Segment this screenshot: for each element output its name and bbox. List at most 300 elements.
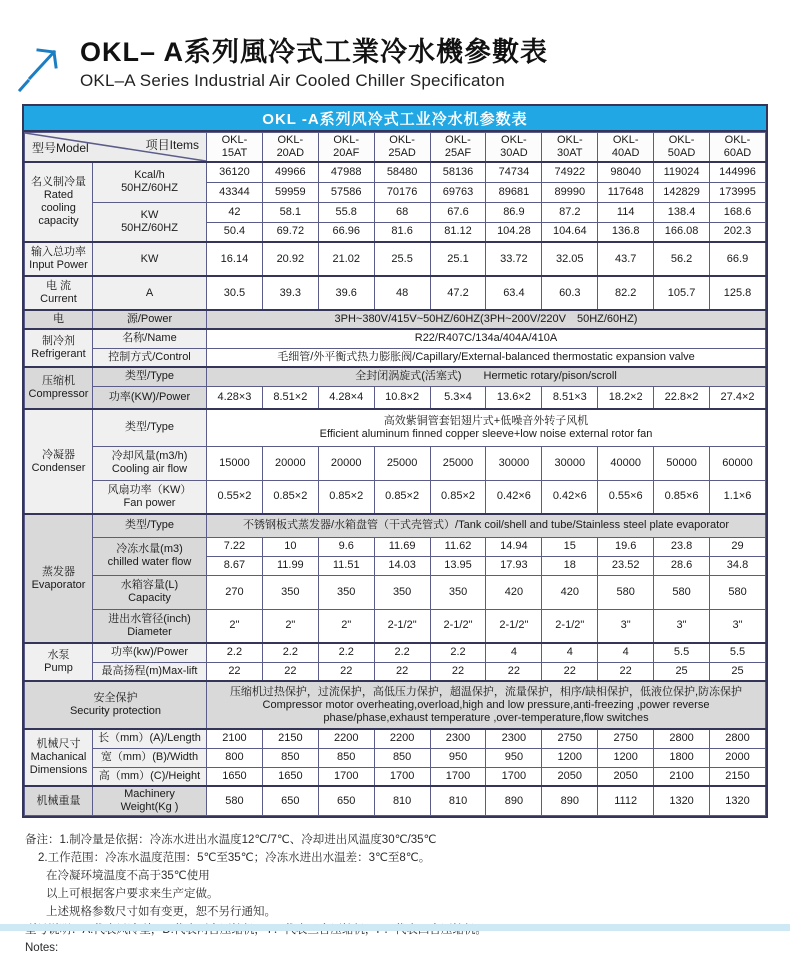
value-cell: 2200 (374, 729, 430, 748)
span-value-cell (207, 348, 766, 367)
note-line: 2.工作范围：冷冻水温度范围：5℃至35℃；冷冻水进出水温差：3℃至8℃。 (38, 852, 431, 864)
value-cell: 18.2×2 (598, 386, 654, 409)
span-value-cell (207, 310, 766, 329)
cell-text-line: 50HZ/60HZ (121, 221, 178, 234)
value-cell: 22 (318, 662, 374, 681)
page-title: OKL– A系列風冷式工業冷水機參數表 (80, 37, 549, 67)
cell-text-line: Condenser (31, 461, 86, 474)
value-cell: 3" (598, 609, 654, 643)
value-cell: 58480 (374, 162, 430, 182)
cell-text-line: Evaporator (31, 578, 86, 591)
note-line: Notes: (25, 942, 59, 954)
value-cell: 142829 (654, 182, 710, 202)
value-cell: 5.3×4 (430, 386, 486, 409)
value-cell: 28.6 (654, 556, 710, 575)
value-cell: 580 (654, 575, 710, 609)
cell-text-line: Machinery (124, 788, 175, 800)
value-cell: 18 (542, 556, 598, 575)
value-cell: 119024 (654, 162, 710, 182)
cell-text-line: 高效紫铜管套铝翅片式+低噪音外转子风机 (383, 414, 589, 427)
value-cell: 4 (486, 643, 542, 662)
note-line: 以上可根据客户要求来生产定做。 (46, 888, 219, 900)
value-cell: 23.8 (654, 537, 710, 556)
cell-text-line: 冷凝器 (42, 448, 75, 461)
cell-text-line: chilled water flow (107, 556, 192, 568)
value-cell: 69763 (430, 182, 486, 202)
item-label-cell (93, 348, 207, 367)
corner-items-label: 项目Items (145, 137, 199, 152)
value-cell: 0.85×2 (430, 480, 486, 514)
cell-text-line: 毛细管/外平衡式热力膨胀阀/Capillary/External-balanced thermostatic expansion valve (277, 350, 695, 363)
cell-text-line: Pump (44, 662, 73, 674)
value-cell: 1800 (654, 748, 710, 767)
value-cell: 890 (486, 786, 542, 816)
cell-text-line: Compressor (28, 388, 89, 400)
value-cell: 1320 (710, 786, 766, 816)
value-cell: 58.1 (262, 202, 318, 222)
value-cell: 1200 (542, 748, 598, 767)
cell-text-line: 类型/Type (125, 370, 174, 383)
item-label-cell (93, 575, 207, 609)
value-cell: 1112 (598, 786, 654, 816)
value-cell: 350 (318, 575, 374, 609)
value-cell: 86.9 (486, 202, 542, 222)
cell-text-line: 3PH~380V/415V~50HZ/60HZ(3PH~200V/220V 50HZ/60HZ) (334, 313, 638, 325)
value-cell: 1700 (318, 767, 374, 786)
value-cell: 0.85×6 (654, 480, 710, 514)
value-cell: 4.28×4 (318, 386, 374, 409)
value-cell: 138.4 (654, 202, 710, 222)
value-cell: 4 (542, 643, 598, 662)
value-cell: 98040 (598, 162, 654, 182)
value-cell: 2" (207, 609, 263, 643)
cell-text-line: 水箱容量(L) (120, 579, 179, 591)
value-cell: 22 (430, 662, 486, 681)
value-cell: 5.5 (654, 643, 710, 662)
value-cell: 34.8 (710, 556, 766, 575)
value-cell: 2100 (207, 729, 263, 748)
item-label-cell (93, 276, 207, 310)
value-cell: 950 (486, 748, 542, 767)
category-cell (25, 162, 93, 242)
spec-table (24, 132, 766, 816)
value-cell: 66.9 (710, 242, 766, 276)
value-cell: 22 (262, 662, 318, 681)
value-cell: 19.6 (598, 537, 654, 556)
value-cell: 30.5 (207, 276, 263, 310)
value-cell: 2050 (598, 767, 654, 786)
value-cell: 950 (430, 748, 486, 767)
value-cell: 2050 (542, 767, 598, 786)
value-cell: 66.96 (318, 222, 374, 242)
value-cell: 4.28×3 (207, 386, 263, 409)
value-cell: 82.2 (598, 276, 654, 310)
value-cell: 10.8×2 (374, 386, 430, 409)
value-cell: 11.99 (262, 556, 318, 575)
cell-text-line: Capacity (128, 592, 171, 604)
value-cell: 43344 (207, 182, 263, 202)
cell-text-line: 进出水管径(inch) (108, 612, 191, 625)
value-cell: 47.2 (430, 276, 486, 310)
value-cell: 1650 (262, 767, 318, 786)
value-cell: 2150 (710, 767, 766, 786)
value-cell: 270 (207, 575, 263, 609)
category-cell (25, 786, 93, 816)
span-value-cell (207, 514, 766, 537)
value-cell: 4 (598, 643, 654, 662)
value-cell: 56.2 (654, 242, 710, 276)
cell-text-line: 制冷剂 (42, 335, 75, 347)
value-cell: 173995 (710, 182, 766, 202)
value-cell: 8.67 (207, 556, 263, 575)
value-cell: 5.5 (710, 643, 766, 662)
cell-text-line: 风扇功率（KW） (107, 483, 192, 496)
value-cell: 60000 (710, 446, 766, 480)
value-cell: 1320 (654, 786, 710, 816)
value-cell: 580 (598, 575, 654, 609)
corner-model-label: 型号Model (32, 140, 89, 155)
cell-text-line: 冷冻水量(m3) (116, 543, 183, 555)
note-line: 在冷凝环境温度不高于35℃使用 (46, 870, 210, 882)
corner-header-cell (25, 133, 207, 163)
cell-text-line: Compressor motor overheating,overload,high and low pressure,anti-freezing ,power reverse phase/phase,exhaust temperature ,over-temperature,flow switches (262, 698, 710, 724)
value-cell: 0.55×6 (598, 480, 654, 514)
value-cell: 2-1/2" (486, 609, 542, 643)
value-cell: 0.42×6 (486, 480, 542, 514)
notes-section (25, 831, 790, 957)
value-cell: 104.28 (486, 222, 542, 242)
span-value-cell (207, 681, 766, 729)
value-cell: 89990 (542, 182, 598, 202)
cell-text-line: A (145, 286, 154, 299)
value-cell: 30000 (542, 446, 598, 480)
model-header-cell: OKL- 60AD (710, 133, 766, 163)
value-cell: 16.14 (207, 242, 263, 276)
value-cell: 39.6 (318, 276, 374, 310)
value-cell: 15000 (207, 446, 263, 480)
item-label-cell (93, 446, 207, 480)
bottom-accent-strip (0, 924, 790, 931)
cell-text-line: Kcal/h (134, 169, 165, 182)
value-cell: 74734 (486, 162, 542, 182)
value-cell: 11.69 (374, 537, 430, 556)
value-cell: 74922 (542, 162, 598, 182)
item-label-cell (93, 729, 207, 748)
value-cell: 70176 (374, 182, 430, 202)
item-label-cell (93, 367, 207, 386)
value-cell: 8.51×3 (542, 386, 598, 409)
cell-text-line: 源/Power (126, 313, 173, 325)
table-title-banner: OKL -A系列风冷式工业冷水机参数表 (24, 106, 766, 132)
cell-text-line: 类型/Type (125, 519, 174, 532)
value-cell: 14.03 (374, 556, 430, 575)
value-cell: 3" (710, 609, 766, 643)
cell-text-line: KW (140, 208, 159, 221)
item-label-cell (93, 162, 207, 202)
category-cell (25, 242, 93, 276)
value-cell: 25.1 (430, 242, 486, 276)
span-value-cell (207, 367, 766, 386)
value-cell: 22 (542, 662, 598, 681)
spec-table-wrapper (22, 104, 768, 818)
value-cell: 22 (374, 662, 430, 681)
category-cell (25, 276, 93, 310)
value-cell: 13.6×2 (486, 386, 542, 409)
value-cell: 23.52 (598, 556, 654, 575)
value-cell: 2200 (318, 729, 374, 748)
cell-text-line: 压缩机过热保护，过流保护，高低压力保护，超温保护，流量保护，相序/缺相保护，低液位保护,防冻保护 (229, 685, 743, 698)
cell-text-line: 类型/Type (125, 421, 174, 434)
value-cell: 25 (710, 662, 766, 681)
cell-text-line: Diameter (127, 625, 172, 638)
cell-text-line: Efficient aluminum finned copper sleeve+low noise external rotor fan (319, 427, 653, 440)
value-cell: 11.62 (430, 537, 486, 556)
category-cell (25, 409, 93, 514)
cell-text-line: 不锈钢板式蒸发器/水箱盘管（干式壳管式）/Tank coil/shell and tube/Stainless steel plate evaporator (243, 519, 729, 532)
cell-text-line: Weight(Kg ) (120, 801, 179, 813)
value-cell: 9.6 (318, 537, 374, 556)
value-cell: 0.85×2 (262, 480, 318, 514)
value-cell: 2.2 (318, 643, 374, 662)
value-cell: 22 (486, 662, 542, 681)
value-cell: 2300 (430, 729, 486, 748)
item-label-cell (93, 202, 207, 242)
value-cell: 202.3 (710, 222, 766, 242)
value-cell: 43.7 (598, 242, 654, 276)
value-cell: 114 (598, 202, 654, 222)
model-header-cell: OKL- 25AD (374, 133, 430, 163)
value-cell: 1700 (374, 767, 430, 786)
value-cell: 36120 (207, 162, 263, 182)
value-cell: 105.7 (654, 276, 710, 310)
value-cell: 81.6 (374, 222, 430, 242)
category-cell (25, 729, 93, 786)
value-cell: 59959 (262, 182, 318, 202)
value-cell: 39.3 (262, 276, 318, 310)
value-cell: 25000 (374, 446, 430, 480)
value-cell: 13.95 (430, 556, 486, 575)
cell-text-line: 安全保护 (93, 692, 138, 704)
value-cell: 420 (542, 575, 598, 609)
value-cell: 125.8 (710, 276, 766, 310)
value-cell: 10 (262, 537, 318, 556)
value-cell: 57586 (318, 182, 374, 202)
value-cell: 0.85×2 (374, 480, 430, 514)
value-cell: 2.2 (430, 643, 486, 662)
cell-text-line: 宽（mm）(B)/Width (100, 751, 199, 763)
value-cell: 2750 (542, 729, 598, 748)
value-cell: 50.4 (207, 222, 263, 242)
value-cell: 810 (430, 786, 486, 816)
cell-text-line: 蒸发器 (42, 565, 75, 578)
value-cell: 1700 (430, 767, 486, 786)
model-header-cell: OKL- 20AF (318, 133, 374, 163)
value-cell: 1700 (486, 767, 542, 786)
value-cell: 60.3 (542, 276, 598, 310)
value-cell: 48 (374, 276, 430, 310)
value-cell: 11.51 (318, 556, 374, 575)
value-cell: 69.72 (262, 222, 318, 242)
value-cell: 25000 (430, 446, 486, 480)
value-cell: 2300 (486, 729, 542, 748)
value-cell: 2-1/2" (542, 609, 598, 643)
value-cell: 350 (262, 575, 318, 609)
cell-text-line: Rated (43, 189, 74, 201)
value-cell: 0.42×6 (542, 480, 598, 514)
value-cell: 3" (654, 609, 710, 643)
cell-text-line: 功率(kw)/Power (110, 646, 188, 659)
item-label-cell (93, 480, 207, 514)
value-cell: 144996 (710, 162, 766, 182)
value-cell: 14.94 (486, 537, 542, 556)
value-cell: 2-1/2" (430, 609, 486, 643)
value-cell: 2800 (654, 729, 710, 748)
value-cell: 67.6 (430, 202, 486, 222)
value-cell: 850 (318, 748, 374, 767)
cell-text-line: Security protection (69, 705, 162, 717)
value-cell: 2.2 (207, 643, 263, 662)
value-cell: 22.8×2 (654, 386, 710, 409)
value-cell: 49966 (262, 162, 318, 182)
value-cell: 800 (207, 748, 263, 767)
cell-text-line: 50HZ/60HZ (121, 182, 178, 195)
span-value-cell (207, 329, 766, 348)
value-cell: 8.51×2 (262, 386, 318, 409)
value-cell: 20000 (318, 446, 374, 480)
value-cell: 58136 (430, 162, 486, 182)
value-cell: 87.2 (542, 202, 598, 222)
value-cell: 25 (654, 662, 710, 681)
cell-text-line: 机械尺寸 (36, 738, 81, 750)
value-cell: 350 (430, 575, 486, 609)
value-cell: 2100 (654, 767, 710, 786)
cell-text-line: KW (140, 252, 159, 265)
model-header-cell: OKL- 20AD (262, 133, 318, 163)
value-cell: 2750 (598, 729, 654, 748)
cell-text-line: Dimensions (29, 764, 88, 776)
value-cell: 2.2 (262, 643, 318, 662)
cell-text-line: Input Power (29, 259, 88, 271)
model-header-cell: OKL- 30AT (542, 133, 598, 163)
value-cell: 17.93 (486, 556, 542, 575)
cell-text-line: 电 流 (45, 280, 72, 292)
value-cell: 21.02 (318, 242, 374, 276)
value-cell: 68 (374, 202, 430, 222)
cell-text-line: 控制方式/Control (108, 350, 191, 363)
value-cell: 1650 (207, 767, 263, 786)
item-label-cell (93, 310, 207, 329)
value-cell: 580 (207, 786, 263, 816)
cell-text-line: 长（mm）(A)/Length (98, 732, 201, 745)
cell-text-line: 高（mm）(C)/Height (98, 769, 201, 782)
span-value-cell (207, 409, 766, 446)
value-cell: 166.08 (654, 222, 710, 242)
value-cell: 63.4 (486, 276, 542, 310)
model-header-cell: OKL- 25AF (430, 133, 486, 163)
model-header-cell: OKL- 15AT (207, 133, 263, 163)
page-subtitle: OKL–A Series Industrial Air Cooled Chiller Specificaton (80, 71, 505, 90)
value-cell: 81.12 (430, 222, 486, 242)
item-label-cell (93, 748, 207, 767)
cell-text-line: R22/R407C/134a/404A/410A (414, 332, 558, 345)
cell-text-line: capacity (38, 215, 79, 227)
value-cell: 42 (207, 202, 263, 222)
item-label-cell (93, 609, 207, 643)
value-cell: 2-1/2" (374, 609, 430, 643)
category-cell (25, 643, 93, 681)
category-cell (25, 367, 93, 409)
cell-text-line: 冷却风量(m3/h) (111, 450, 188, 462)
cell-text-line: Cooling air flow (111, 463, 188, 475)
cell-text-line: cooling (41, 202, 76, 214)
cell-text-line: Current (40, 293, 77, 305)
note-line: 上述规格参数尺寸如有变更，恕不另行通知。 (46, 906, 276, 918)
model-header-cell: OKL- 40AD (598, 133, 654, 163)
item-label-cell (93, 329, 207, 348)
item-label-cell (93, 409, 207, 446)
value-cell: 0.55×2 (207, 480, 263, 514)
value-cell: 25.5 (374, 242, 430, 276)
value-cell: 890 (542, 786, 598, 816)
value-cell: 0.85×2 (318, 480, 374, 514)
cell-text-line: Refrigerant (31, 348, 86, 360)
cell-text-line: 名义制冷量 (31, 176, 86, 188)
document-header (0, 0, 790, 92)
value-cell: 15 (542, 537, 598, 556)
value-cell: 55.8 (318, 202, 374, 222)
category-cell (25, 514, 93, 643)
item-label-cell (93, 643, 207, 662)
value-cell: 580 (710, 575, 766, 609)
value-cell: 420 (486, 575, 542, 609)
value-cell: 20.92 (262, 242, 318, 276)
value-cell: 1200 (598, 748, 654, 767)
value-cell: 350 (374, 575, 430, 609)
cell-text-line: 机械重量 (36, 794, 81, 807)
cell-text-line: 压缩机 (42, 375, 75, 387)
value-cell: 29 (710, 537, 766, 556)
item-label-cell (93, 786, 207, 816)
value-cell: 89681 (486, 182, 542, 202)
value-cell: 2150 (262, 729, 318, 748)
item-label-cell (93, 662, 207, 681)
model-header-cell: OKL- 50AD (654, 133, 710, 163)
value-cell: 47988 (318, 162, 374, 182)
item-label-cell (93, 537, 207, 575)
value-cell: 2800 (710, 729, 766, 748)
cell-text-line: 名称/Name (122, 332, 177, 345)
category-cell (25, 329, 93, 367)
value-cell: 40000 (598, 446, 654, 480)
item-label-cell (93, 514, 207, 537)
value-cell: 27.4×2 (710, 386, 766, 409)
cell-text-line: Machanical (30, 751, 87, 763)
value-cell: 30000 (486, 446, 542, 480)
value-cell: 22 (207, 662, 263, 681)
value-cell: 136.8 (598, 222, 654, 242)
cell-text-line: 水泵 (47, 649, 70, 661)
item-label-cell (93, 242, 207, 276)
value-cell: 850 (374, 748, 430, 767)
value-cell: 2000 (710, 748, 766, 767)
value-cell: 168.6 (710, 202, 766, 222)
value-cell: 22 (598, 662, 654, 681)
value-cell: 850 (262, 748, 318, 767)
value-cell: 2" (262, 609, 318, 643)
value-cell: 2" (318, 609, 374, 643)
brand-arrow-icon (16, 36, 72, 92)
value-cell: 104.64 (542, 222, 598, 242)
